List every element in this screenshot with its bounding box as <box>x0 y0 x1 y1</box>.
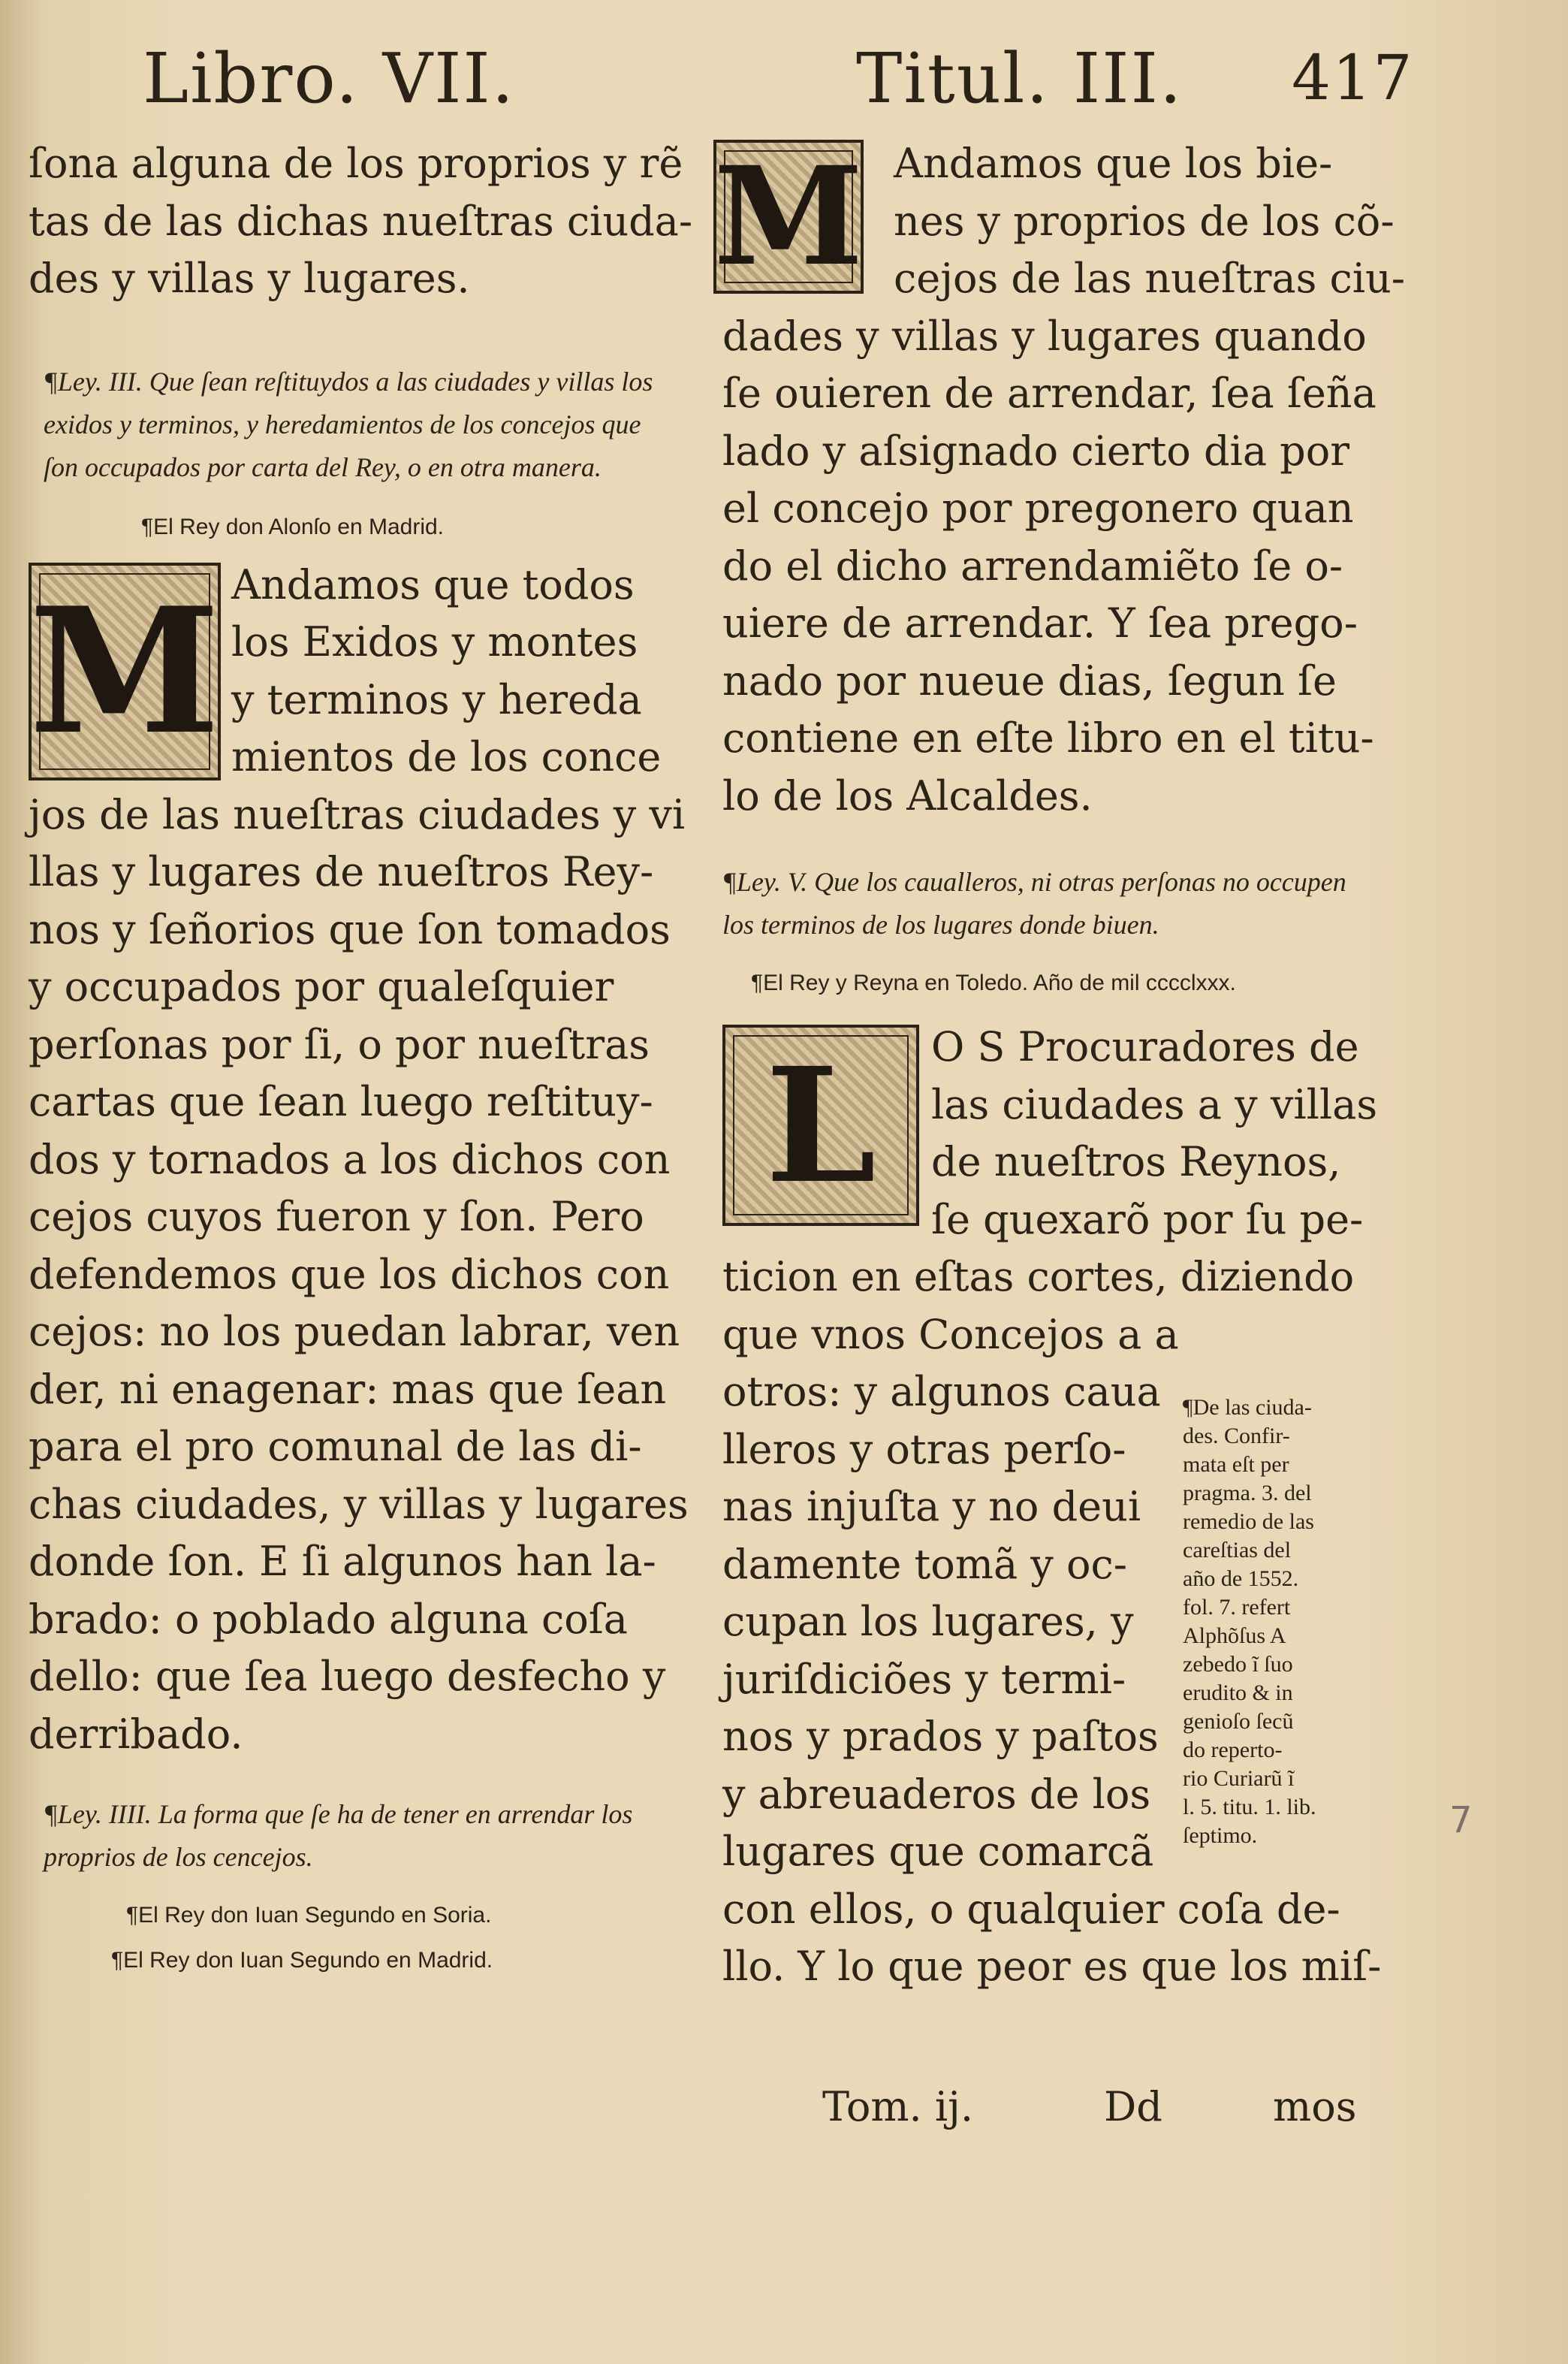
text-line: der, ni enagenar: mas que ſean <box>29 1365 667 1413</box>
text-line: cartas que ſean luego reſtituy- <box>29 1078 653 1125</box>
text-line: damente tomã y oc- <box>722 1540 1127 1588</box>
ley-4-king-madrid: ¶El Rey don Iuan Segundo en Madrid. <box>111 1948 493 1973</box>
ley-5-heading: ¶Ley. V. Que los caualleros, ni otras perſonas no occupen los terminos de los lugares donde biuen. <box>722 867 1346 940</box>
initial-letter: M <box>713 137 864 296</box>
note-line: erudito & in <box>1183 1680 1293 1705</box>
text-line: para el pro comunal de las di- <box>29 1423 642 1470</box>
page-footer <box>811 2085 1382 2130</box>
note-line: mata eſt per <box>1183 1452 1289 1477</box>
text-line: llas y lugares de nueſtros Rey- <box>29 848 654 895</box>
note-line: genioſo ſecũ <box>1183 1709 1294 1734</box>
note-line: pragma. 3. del <box>1183 1481 1312 1505</box>
ley-4-text <box>713 308 1389 826</box>
text-line: chas ciudades, y villas y lugares <box>29 1480 689 1528</box>
text-line: ſe quexarõ por ſu pe- <box>931 1195 1364 1243</box>
continued-text <box>29 135 693 308</box>
text-line: juriſdiciões y termi- <box>722 1655 1126 1703</box>
text-line: que vnos Concejos a a <box>722 1310 1179 1358</box>
text-line: contiene en eſte libro en el titu- <box>722 714 1374 762</box>
page-number: 417 <box>1292 43 1414 114</box>
text-line: los Exidos y montes <box>231 618 638 666</box>
text-line: dades y villas y lugares quando <box>722 312 1367 360</box>
note-line: zebedo ĩ ſuo <box>1183 1652 1293 1677</box>
text-line: nes y proprios de los cõ- <box>894 197 1395 245</box>
text-line: nos y ſeñorios que ſon tomados <box>29 905 671 953</box>
text-line: donde ſon. E ſi algunos han la- <box>29 1538 656 1585</box>
text-line: cejos cuyos fueron y ſon. Pero <box>29 1193 644 1240</box>
text-line: defendemos que los dichos con <box>29 1250 670 1298</box>
running-header <box>0 38 1568 128</box>
text-line: otros: y algunos caua <box>722 1368 1161 1415</box>
header-title: Titul. III. <box>856 38 1184 119</box>
text-line: cejos de las nueſtras ciu- <box>894 255 1405 302</box>
ornamental-initial-m <box>29 563 221 780</box>
note-line: remedio de las <box>1183 1509 1314 1534</box>
left-column <box>29 135 693 1976</box>
note-line: do reperto- <box>1183 1738 1283 1762</box>
ley-3-king: ¶El Rey don Alonſo en Madrid. <box>141 514 445 539</box>
note-line: des. Confir- <box>1183 1424 1290 1448</box>
note-line: ¶De las ciuda- <box>1183 1395 1312 1420</box>
initial-letter: M <box>29 569 221 773</box>
note-line: l. 5. titu. 1. lib. <box>1183 1795 1316 1819</box>
note-line: fol. 7. refert <box>1183 1595 1291 1620</box>
text-line: Andamos que los bie- <box>894 140 1333 187</box>
note-line: Alphõſus A <box>1183 1623 1286 1648</box>
text-line: lleros y otras perſo- <box>722 1425 1126 1473</box>
text-line: y abreuaderos de los <box>722 1770 1151 1818</box>
ornamental-initial-l <box>722 1025 919 1226</box>
footer-signature: Dd <box>1104 2083 1162 2130</box>
note-line: rio Curiarũ ĩ <box>1183 1766 1295 1791</box>
text-line: y occupados por qualeſquier <box>29 963 614 1010</box>
ley-4-body <box>713 135 1405 825</box>
text-line: derribado. <box>29 1710 243 1758</box>
text-line: do el dicho arrendamiẽto ſe o- <box>722 542 1343 590</box>
text-line: des y villas y lugares. <box>29 255 470 302</box>
ley-3-text <box>29 786 689 1764</box>
ley-3-heading: ¶Ley. III. Que ſean reſtituydos a las ciudades y villas los exidos y terminos, y heredamientos de los concejos que ſon occupados por carta del Rey, o en otra manera. <box>44 366 653 482</box>
text-line: jos de las nueſtras ciudades y vi <box>29 790 686 838</box>
text-line: lado y aſsignado cierto dia por <box>722 427 1350 475</box>
ley-5-text <box>713 1248 1389 1306</box>
note-line: careſtias del <box>1183 1538 1292 1562</box>
note-line: ſeptimo. <box>1183 1823 1258 1848</box>
text-line: brado: o poblado alguna coſa <box>29 1595 628 1643</box>
text-line: mientos de los conce <box>231 733 662 780</box>
text-line: nas injuſta y no deui <box>722 1483 1141 1530</box>
text-line: uiere de arrendar. Y ſea prego- <box>722 599 1358 647</box>
ley-4-king-soria: ¶El Rey don Iuan Segundo en Soria. <box>126 1903 492 1928</box>
ley-3-body <box>29 557 689 1764</box>
ley-5-king: ¶El Rey y Reyna en Toledo. Año de mil cccclxxx. <box>751 971 1236 995</box>
ley-5-text-end <box>713 1881 1389 1996</box>
ornamental-initial-m <box>713 137 864 296</box>
initial-letter: L <box>733 1035 909 1215</box>
header-book: Libro. VII. <box>143 38 516 119</box>
text-line: con ellos, o qualquier coſa de- <box>722 1885 1340 1933</box>
margin-note <box>1183 1393 1316 1850</box>
text-line: dello: que ſea luego desfecho y <box>29 1653 666 1700</box>
text-line: perſonas por ſi, o por nueſtras <box>29 1020 650 1068</box>
text-line: dos y tornados a los dichos con <box>29 1135 671 1183</box>
ley-4-heading: ¶Ley. IIII. La forma que ſe ha de tener en arrendar los proprios de los cencejos. <box>44 1799 633 1872</box>
text-line: cupan los lugares, y <box>722 1598 1134 1645</box>
text-line: ticion en eſtas cortes, diziendo <box>722 1253 1355 1300</box>
text-line: ſona alguna de los proprios y rẽ <box>29 140 683 187</box>
text-line: ſe ouieren de arrendar, ſea ſeña <box>722 370 1377 417</box>
text-line: el concejo por pregonero quan <box>722 485 1354 532</box>
text-line: nos y prados y paſtos <box>722 1713 1159 1760</box>
text-line: lo de los Alcaldes. <box>722 771 1093 820</box>
text-line: llo. Y lo que peor es que los miſ- <box>722 1943 1382 1990</box>
pencil-mark: 7 <box>1449 1799 1473 1841</box>
footer-tome: Tom. ij. <box>822 2083 974 2130</box>
text-line: las ciudades a y villas <box>931 1080 1378 1128</box>
footer-catchword: mos <box>1273 2083 1357 2130</box>
text-line: Andamos que todos <box>231 560 635 608</box>
text-line: nado por nueue dias, ſegun ſe <box>722 657 1337 705</box>
text-line: O S Procuradores de <box>931 1023 1359 1070</box>
text-line: de nueſtros Reynos, <box>931 1138 1341 1185</box>
text-line: y terminos y hereda <box>231 675 642 723</box>
note-line: año de 1552. <box>1183 1566 1299 1591</box>
text-line: lugares que comarcã <box>722 1828 1154 1875</box>
text-line: cejos: no los puedan labrar, ven <box>29 1308 680 1355</box>
text-line: tas de las dichas nueſtras ciuda- <box>29 197 693 245</box>
